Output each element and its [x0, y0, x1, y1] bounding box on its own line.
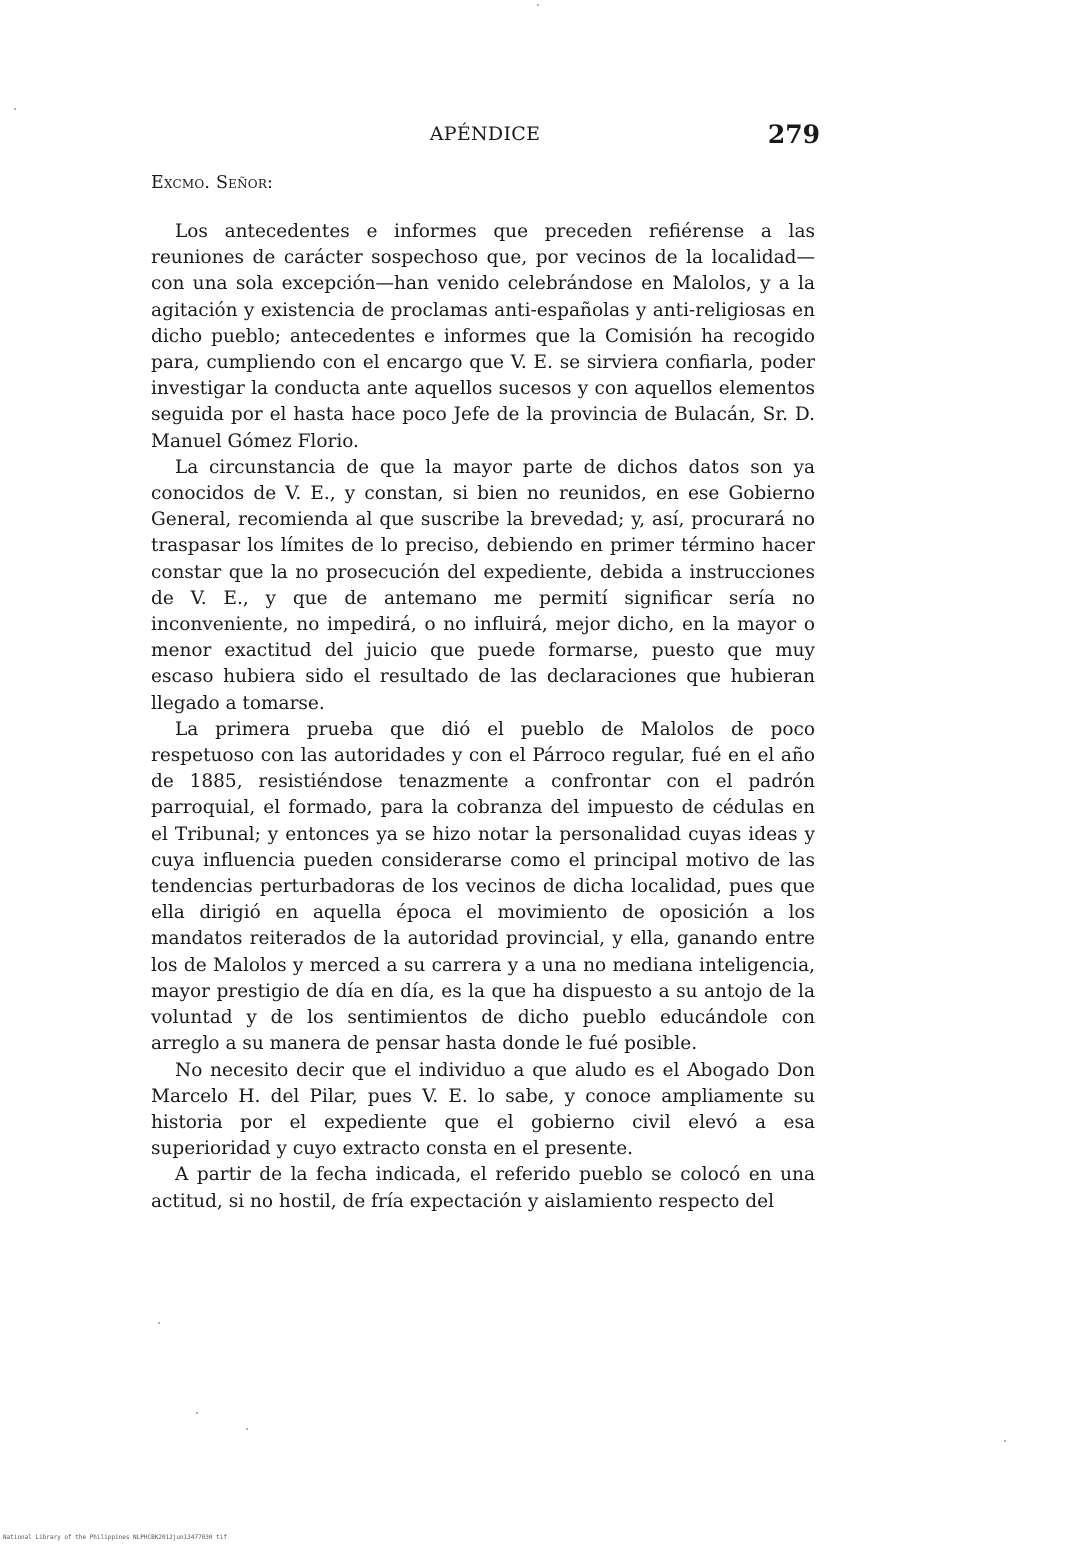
paragraph: Los antecedentes e informes que preceden refiérense a las reuniones de carácter sospechoso que, por vecinos de la localidad—con una sola excepción—han venido celebrándose en Malolos, y a la agitación y existencia de proclamas anti-españolas y anti-religiosas en dicho pueblo; antecedentes e informes que la Comisión ha recogido para, cumpliendo con el encargo que V. E. se sirviera confiarla, poder investigar la conducta ante aquellos sucesos y con aquellos elementos seguida por el hasta hace poco Jefe de la provincia de Bulacán, Sr. D. Manuel Gómez Florio.: [151, 221, 815, 452]
salutation: Excmo. Señor:: [151, 173, 274, 193]
scan-footer-note: National Library of the Philippines NLPHCBK2012jun13477030 tif: [3, 1534, 227, 1541]
page-number: 279: [767, 120, 820, 149]
scan-speck: [14, 108, 16, 110]
paragraph: La circunstancia de que la mayor parte de dichos datos son ya conocidos de V. E., y constan, si bien no reunidos, en ese Gobierno General, recomienda al que suscribe la brevedad; y, así, procurará no traspasar los límites de lo preciso, debiendo en primer término hacer constar que la no prosecución del expediente, debida a instrucciones de V. E., y que de antemano me permití significar sería no inconveniente, no impedirá, o no influirá, mejor dicho, en la mayor o menor exactitud del juicio que puede formarse, puesto que muy escaso hubiera sido el resultado de las declaraciones que hubieran llegado a tomarse.: [151, 456, 815, 714]
scan-speck: [246, 1428, 248, 1430]
scan-speck: [196, 1412, 198, 1414]
running-head: [150, 120, 820, 154]
paragraph: A partir de la fecha indicada, el referido pueblo se colocó en una actitud, si no hostil, de fría expectación y aislamiento respecto del: [151, 1164, 815, 1212]
scan-speck: [158, 1322, 160, 1324]
paragraph: La primera prueba que dió el pueblo de Malolos de poco respetuoso con las autoridades y con el Párroco regular, fué en el año de 1885, resistiéndose tenazmente a confrontar con el padrón parroquial, el formado, para la cobranza del impuesto de cédulas en el Tribunal; y entonces ya se hizo notar la personalidad cuyas ideas y cuya influencia pueden considerarse como el principal motivo de las tendencias perturbadoras de los vecinos de dicha localidad, pues que ella dirigió en aquella época el movimiento de oposición a los mandatos reiterados de la autoridad provincial, y ella, ganando entre los de Malolos y merced a su carrera y a una no mediana inteligencia, mayor prestigio de día en día, es la que ha dispuesto a su antojo de la voluntad y de los sentimientos de dicho pueblo educándole con arreglo a su manera de pensar hasta donde le fué posible.: [151, 718, 815, 1055]
body-text: [151, 219, 815, 1215]
scan-speck: [1004, 1440, 1006, 1442]
paragraph: No necesito decir que el individuo a que aludo es el Abogado Don Marcelo H. del Pilar, pues V. E. lo sabe, y conoce ampliamente su historia por el expediente que el gobierno civil elevó a esa superioridad y cuyo extracto consta en el presente.: [151, 1059, 815, 1160]
running-title: APÉNDICE: [429, 123, 541, 145]
scan-speck: [537, 4, 539, 6]
